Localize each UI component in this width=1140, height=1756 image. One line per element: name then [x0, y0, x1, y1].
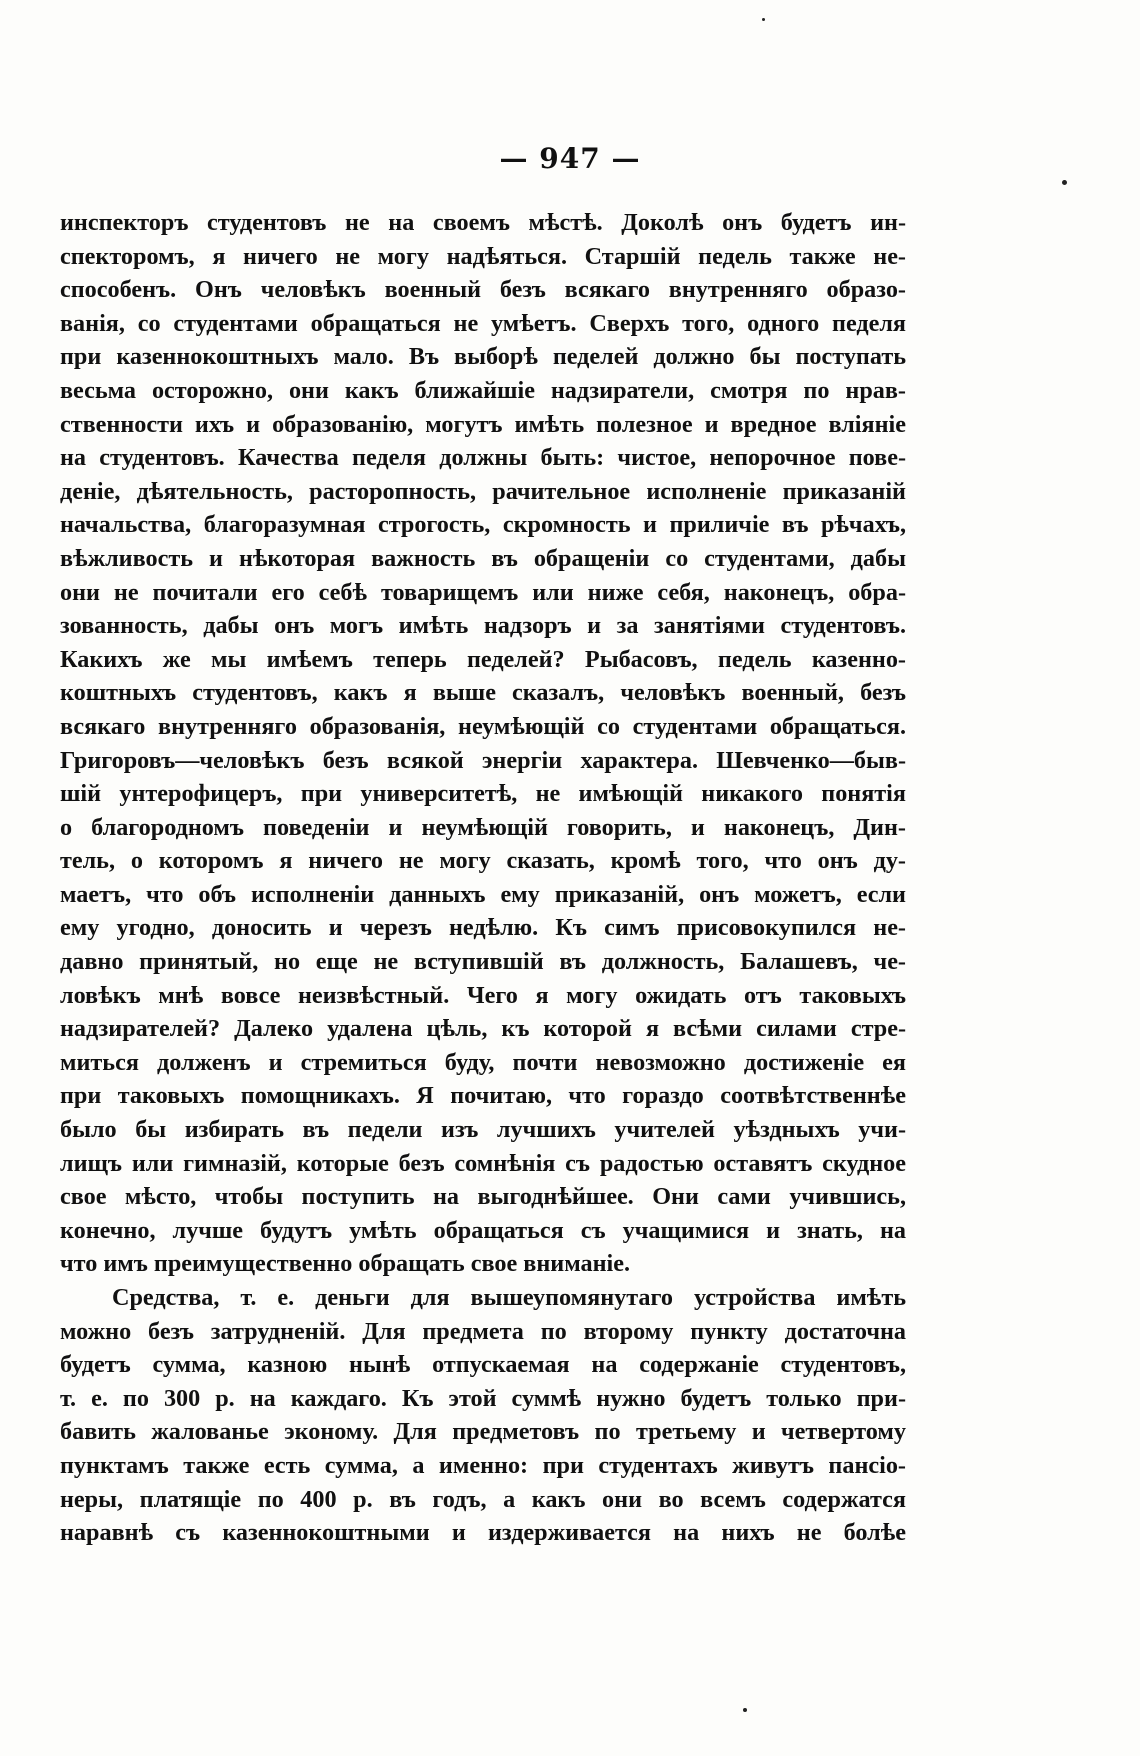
print-speck	[743, 1708, 747, 1712]
text-line: спекторомъ, я ничего не могу надѣяться. Старшій педель также не-	[60, 242, 906, 270]
text-line: надзирателей? Далеко удалена цѣль, къ которой я всѣми силами стре-	[60, 1015, 906, 1043]
text-line: зованность, дабы онъ могъ имѣть надзоръ и за занятіями студентовъ.	[60, 612, 906, 640]
text-line: будетъ сумма, казною нынѣ отпускаемая на содержаніе студентовъ,	[60, 1351, 906, 1379]
text-line: Какихъ же мы имѣемъ теперь педелей? Рыбасовъ, педель казенно-	[60, 645, 906, 673]
text-line: ему угодно, доносить и черезъ недѣлю. Къ симъ присовокупился не-	[60, 914, 906, 942]
text-line: коштныхъ студентовъ, какъ я выше сказалъ, человѣкъ военный, безъ	[60, 679, 906, 707]
text-line: было бы избирать въ педели изъ лучшихъ учителей уѣздныхъ учи-	[60, 1116, 906, 1144]
text-line: пунктамъ также есть сумма, а именно: при студентахъ живутъ пансіо-	[60, 1451, 906, 1479]
text-line: давно принятый, но еще не вступившій въ должность, Балашевъ, че-	[60, 948, 906, 976]
text-line: на студентовъ. Качества педеля должны быть: чистое, непорочное пове-	[60, 444, 906, 472]
text-line: о благородномъ поведеніи и неумѣющій говорить, и наконецъ, Дин-	[60, 813, 906, 841]
text-line: ловѣкъ мнѣ вовсе неизвѣстный. Чего я могу ожидать отъ таковыхъ	[60, 981, 906, 1009]
text-line: ванія, со студентами обращаться не умѣетъ. Сверхъ того, одного педеля	[60, 309, 906, 337]
text-line: т. е. по 300 р. на каждаго. Къ этой суммѣ нужно будетъ только при-	[60, 1384, 906, 1412]
text-line: тель, о которомъ я ничего не могу сказать, кромѣ того, что онъ ду-	[60, 847, 906, 875]
text-line: Григоровъ—человѣкъ безъ всякой энергіи характера. Шевченко—быв-	[60, 746, 906, 774]
text-line: шій унтерофицеръ, при университетѣ, не имѣющій никакого понятія	[60, 780, 906, 808]
text-line: неры, платящіе по 400 р. въ годъ, а какъ они во всемъ содержатся	[60, 1485, 906, 1513]
page-number: — 947 —	[499, 142, 641, 175]
text-line: наравнѣ съ казеннокоштными и издерживается на нихъ не болѣе	[60, 1519, 906, 1547]
text-line: способенъ. Онъ человѣкъ военный безъ всякаго внутренняго образо-	[60, 276, 906, 304]
text-line: лищъ или гимназій, которые безъ сомнѣнія съ радостью оставятъ скудное	[60, 1149, 906, 1177]
text-line: маетъ, что объ исполненіи данныхъ ему приказаній, онъ можетъ, если	[60, 880, 906, 908]
text-line: они не почитали его себѣ товарищемъ или ниже себя, наконецъ, обра-	[60, 578, 906, 606]
text-line: можно безъ затрудненій. Для предмета по второму пункту достаточна	[60, 1317, 906, 1345]
text-line: при казеннокоштныхъ мало. Въ выборѣ педелей должно бы поступать	[60, 343, 906, 371]
text-line: деніе, дѣятельность, расторопность, рачительное исполненіе приказаній	[60, 477, 906, 505]
text-line: всякаго внутренняго образованія, неумѣющій со студентами обращаться.	[60, 712, 906, 740]
text-line: инспекторъ студентовъ не на своемъ мѣстѣ. Доколѣ онъ будетъ ин-	[60, 209, 906, 236]
text-line: бавить жалованье эконому. Для предметовъ по третьему и четвертому	[60, 1418, 906, 1446]
text-line: при таковыхъ помощникахъ. Я почитаю, что гораздо соотвѣтственнѣе	[60, 1082, 906, 1110]
body-text	[60, 206, 906, 1550]
text-line: ственности ихъ и образованію, могутъ имѣть полезное и вредное вліяніе	[60, 410, 906, 438]
text-line: миться долженъ и стремиться буду, почти невозможно достиженіе ея	[60, 1048, 906, 1076]
text-line: вѣжливость и нѣкоторая важность въ обращеніи со студентами, дабы	[60, 544, 906, 572]
text-line: начальства, благоразумная строгость, скромность и приличіе въ рѣчахъ,	[60, 511, 906, 539]
paragraph-last-line: что имъ преимущественно обращать свое вниманіе.	[60, 1250, 631, 1278]
print-speck	[1062, 180, 1067, 185]
print-speck	[762, 18, 765, 21]
text-line: весьма осторожно, они какъ ближайшіе надзиратели, смотря по нрав-	[60, 376, 906, 404]
paragraph-first-line: Средства, т. е. деньги для вышеупомянутаго устройства имѣть	[112, 1284, 906, 1311]
text-line: свое мѣсто, чтобы поступить на выгоднѣйшее. Они сами учившись,	[60, 1183, 906, 1211]
text-line: конечно, лучше будутъ умѣть обращаться съ учащимися и знать, на	[60, 1216, 906, 1244]
